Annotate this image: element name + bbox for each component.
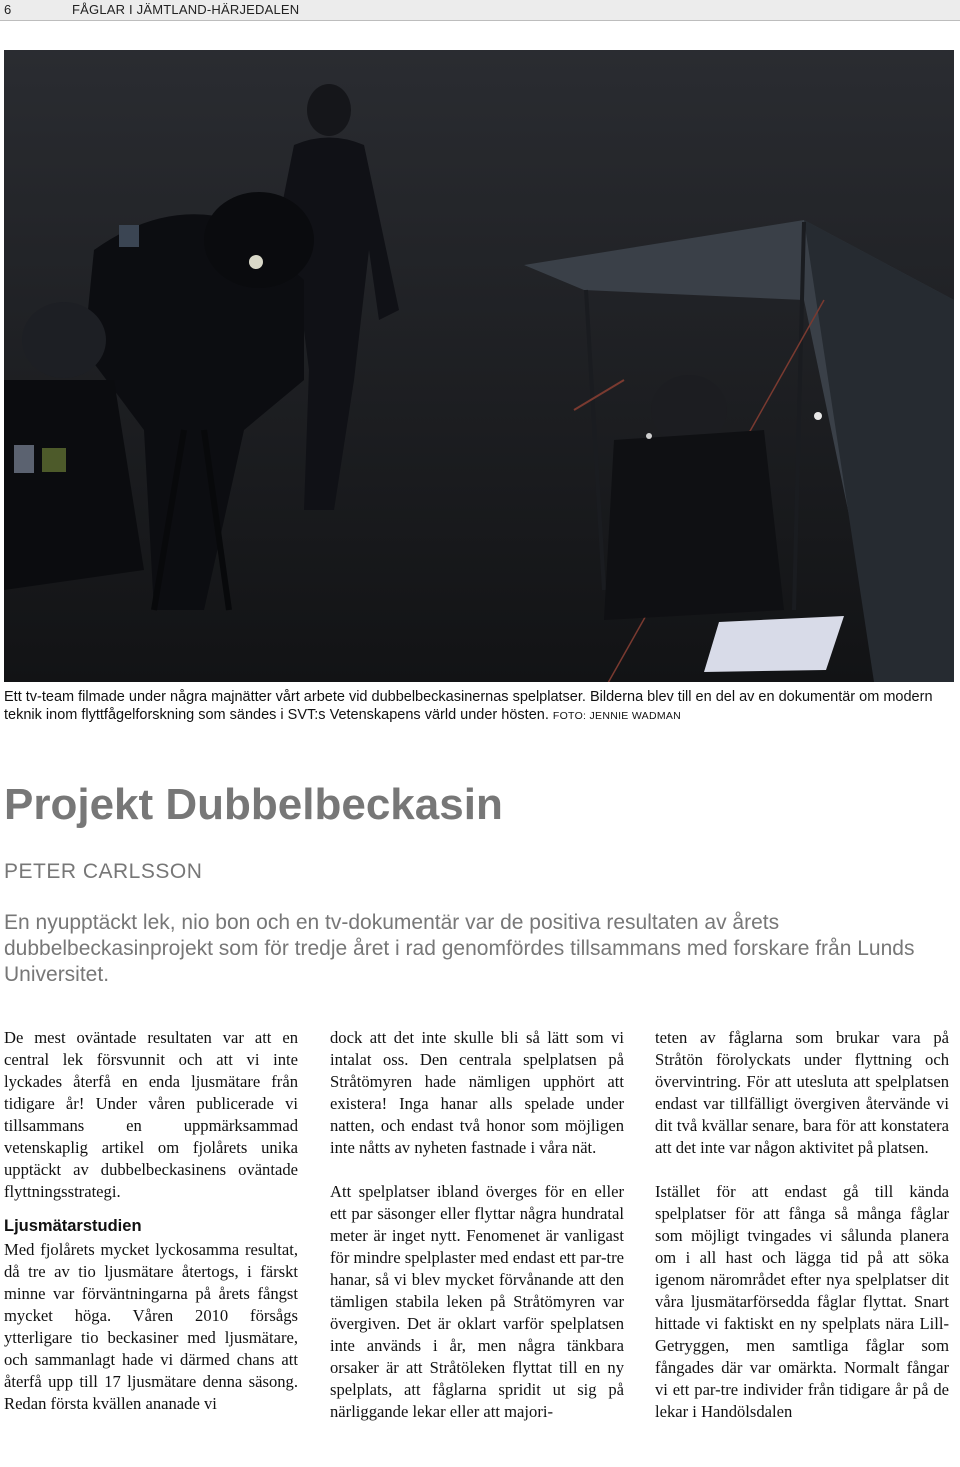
section-subheading: Ljusmätarstudien	[4, 1217, 142, 1235]
article-photo	[4, 50, 954, 682]
paragraph: Med fjolårets mycket lyckosamma resultat, då tre av tio ljusmätare återtogs, i färskt minne var förväntningarna på årets fångst mycket höga. Våren 2010 försågs ytterligare tio beckasiner med ljusmätare, och sammanlagt hade vi därmed chans att återfå upp till 17 ljusmätare denna säsong. Redan första kvällen ananade vi	[4, 1240, 298, 1413]
running-title: FÅGLAR I JÄMTLAND-HÄRJEDALEN	[72, 2, 300, 17]
paragraph: dock att det inte skulle bli så lätt som vi intalat oss. Den centrala spelplatsen på Stråtömyren hade nämligen upphört att existera! Inga hanar alls spelade under natten, och endast två honor som möjligen inte nåtts av nyheten fastnade i våra nät.	[330, 1028, 624, 1157]
paragraph: teten av fåglarna som brukar vara på Stråtön förolyckats under flyttning och övervintring. För att utesluta att spelplatsen endast var tillfälligt övergiven återvände vi dit två kvällar senare, bara för att konstatera att det inte var någon aktivitet på platsen.	[655, 1028, 949, 1157]
article-title: Projekt Dubbelbeckasin	[4, 780, 503, 829]
text-column-1	[4, 1027, 298, 1415]
page-header	[0, 0, 960, 21]
photo-illustration	[4, 50, 954, 682]
article-lead: En nyupptäckt lek, nio bon och en tv-dokumentär var de positiva resultaten av årets dubbelbeckasinprojekt som för tredje året i rad genomfördes tillsammans med forskare från Lunds Universitet.	[4, 911, 915, 986]
page-number: 6	[4, 2, 12, 17]
paragraph: Istället för att endast gå till kända spelplatser för att fånga så många fåglar som möjligt tvingades vi sålunda planera om i all hast och lägga tid på att söka igenom närområdet efter nya spelplatser dit våra ljusmätarförsedda fåglar flyttat. Snart hittade vi faktiskt en ny spelplats nära Lill-Getryggen, men samtliga fåglar som fångades där var omärkta. Normalt fångar vi ett par-tre individer från tidigare år på de lekar i Handölsdalen	[655, 1182, 949, 1421]
caption-text: Ett tv-team filmade under några majnätter vårt arbete vid dubbelbeckasinernas spelplatser. Bilderna blev till en del av en dokumentär om modern teknik inom flyttfågelforskning som sändes i SVT:s Vetenskapens värld under hösten.	[4, 689, 933, 723]
article-author: PETER CARLSSON	[4, 860, 203, 883]
paragraph: Att spelplatser ibland överges för en eller ett par säsonger eller flyttar några hundratal meter är inget nytt. Fenomenet är vanligast för mindre spelplaster med endast ett par-tre hanar, så vi blev mycket förvånande att den tämligen stabila leken på Stråtömyren var övergiven. Det är oklart varför spelplatsen inte används i år, men några tänkbara orsaker är att Stråtöleken flyttat till en ny spelplats, att fåglarna spridit ut sig på närliggande lekar eller att majori-	[330, 1182, 624, 1421]
photo-caption	[4, 688, 954, 725]
white-sheet	[704, 616, 844, 672]
paragraph: De mest oväntade resultaten var att en central lek försvunnit och att vi inte lyckades återfå en enda ljusmätare från tidigare år! Under våren publicerade vi tillsammans en uppmärksammad vetenskaplig artikel om fjolårets unika upptäckt av dubbelbeckasinens oväntade flyttningsstrategi.	[4, 1028, 298, 1201]
text-column-2	[330, 1027, 624, 1423]
photo-credit: FOTO: JENNIE WADMAN	[552, 710, 682, 722]
text-column-3	[655, 1027, 949, 1423]
